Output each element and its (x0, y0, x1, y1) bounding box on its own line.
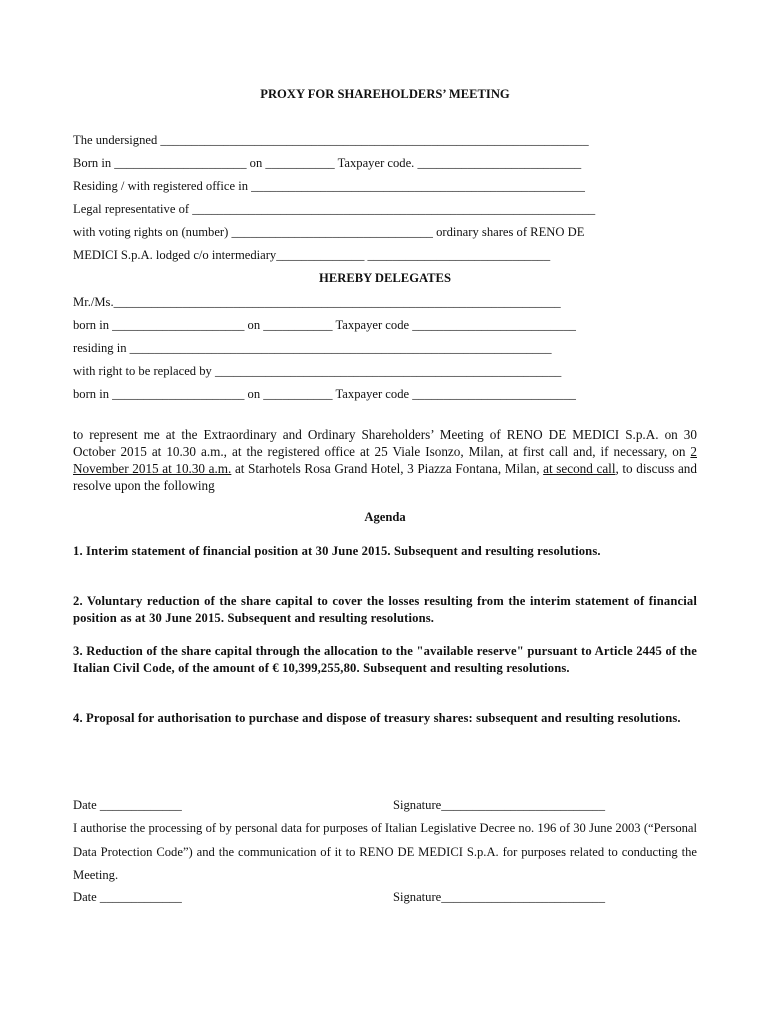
voting-rights-field: with voting rights on (number) ________________________________ ordinary shares of RENO DE (73, 225, 585, 239)
document-title: PROXY FOR SHAREHOLDERS’ MEETING (260, 87, 510, 101)
residing-field: Residing / with registered office in _____________________________________________________ (73, 179, 585, 193)
agenda-item: 1. Interim statement of financial position at 30 June 2015. Subsequent and resulting resolutions. (73, 544, 601, 558)
agenda-item: 3. Reduction of the share capital through the allocation to the "available reserve" pursuant to Article 2445 of the Italian Civil Code, of the amount of € 10,399,255,80. Subsequent and resulting resolutions. (73, 644, 697, 675)
date-signature-row (73, 797, 697, 813)
delegate-name-field: Mr./Ms._______________________________________________________________________ (73, 295, 561, 309)
delegate-born-field: born in _____________________ on ___________ Taxpayer code __________________________ (73, 318, 576, 332)
signature-field: Signature__________________________ (393, 798, 605, 812)
substitute-born-field: born in _____________________ on ___________ Taxpayer code __________________________ (73, 387, 576, 401)
delegates-heading: HEREBY DELEGATES (319, 271, 451, 285)
representation-text-2: at Starhotels Rosa Grand Hotel, 3 Piazza Fontana, Milan, (231, 461, 544, 476)
representation-text-1: to represent me at the Extraordinary and Ordinary Shareholders’ Meeting of RENO DE MEDICI S.p.A. on 30 October 2015 at 10.30 a.m., at the registered office at 25 Viale Isonzo, Milan, at first call and, if necessary, on (73, 427, 697, 459)
agenda-item: 4. Proposal for authorisation to purchase and dispose of treasury shares: subsequent and resulting resolutions. (73, 711, 681, 725)
undersigned-field: The undersigned ____________________________________________________________________ (73, 133, 589, 147)
substitute-field: with right to be replaced by _______________________________________________________ (73, 364, 562, 378)
signature-field-2: Signature__________________________ (393, 890, 605, 904)
representation-paragraph (73, 426, 697, 494)
delegate-residing-field: residing in ___________________________________________________________________ (73, 341, 552, 355)
date-field: Date _____________ (73, 798, 182, 812)
representation-text-3: , to discuss and resolve upon the following (73, 461, 697, 493)
legal-representative-field: Legal representative of ________________________________________________________________ (73, 202, 596, 216)
intermediary-field: MEDICI S.p.A. lodged c/o intermediary______________ _____________________________ (73, 248, 551, 262)
agenda-item: 2. Voluntary reduction of the share capital to cover the losses resulting from the interim statement of financial position as at 30 June 2015. Subsequent and resulting resolutions. (73, 594, 697, 625)
born-field: Born in _____________________ on ___________ Taxpayer code. __________________________ (73, 156, 582, 170)
privacy-consent-paragraph: I authorise the processing of by personal data for purposes of Italian Legislative Decree no. 196 of 30 June 2003 (“Personal Data Protection Code”) and the communication of it to RENO DE MEDICI S.p.A. for purposes related to conducting the Meeting. (73, 821, 697, 882)
second-call-date: 2 November 2015 at 10.30 a.m. (73, 444, 697, 476)
date-signature-row-2 (73, 889, 697, 905)
date-field-2: Date _____________ (73, 890, 182, 904)
agenda-heading: Agenda (364, 510, 406, 524)
second-call-label: at second call (543, 461, 616, 476)
